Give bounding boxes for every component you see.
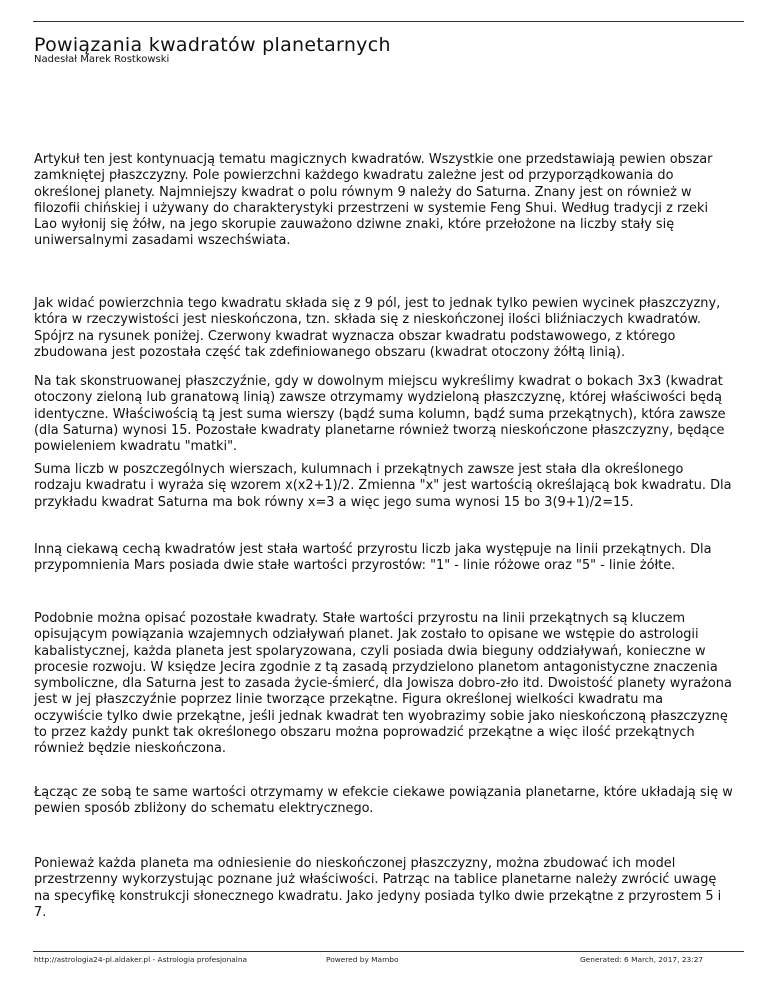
paragraph-constructed-plane: Na tak skonstruowanej płaszczyźnie, gdy w dowolnym miejscu wykreślimy kwadrat o bokach 3x3 (kwadrat otoczony zieloną lub granatową linią) zawsze otrzymamy wydzieloną płaszczyznę, której właściwości będą identyczne. Właściwością tą jest suma wierszy (bądź suma kolumn, bądź suma przekątnych), która zawsze (dla Saturna) wynosi 15. Pozostałe kwadraty planetarne również tworzą nieskończone płaszczyzny, będące powieleniem kwadratu "matki".	[34, 374, 726, 455]
paragraph-planet-relations: Podobnie można opisać pozostałe kwadraty. Stałe wartości przyrostu na linii przekątnych są kluczem opisującym powiązania wzajemnych odziaływań planet. Jak zostało to opisane we wstępie do astrologii kabalistycznej, każda planeta jest spolaryzowana, czyli posiada dwia bieguny oddziaływań, konieczne w procesie rozwoju. W księdze Jecira zgodnie z tą zasadą przydzielono planetom antagonistyczne znaczenia symboliczne, dla Saturna jest to zasada życie-śmierć, dla Jowisza dobro-zło itd. Dwoistość planety wyrażona jest w jej płaszczyźnie poprzez linie tworzące przekątne. Figura określonej wielkości kwadratu ma oczywiście tylko dwie przekątne, jeśli jednak kwadrat ten wyobrazimy sobie jako nieskończoną płaszczyznę to przez każdy punkt tak określonego obszaru można poprowadzić przekątne a więc ilość przekątnych również będzie nieskończona.	[34, 611, 732, 757]
paragraph-intro: Artykuł ten jest kontynuacją tematu magicznych kwadratów. Wszystkie one przedstawiają pewien obszar zamkniętej płaszczyzny. Pole powierzchni każdego kwadratu zależne jest od przyporządkowania do określonej planety. Najmniejszy kwadrat o polu równym 9 należy do Saturna. Znany jest on również w filozofii chińskiej i używany do charakterystyki przestrzeni w systemie Feng Shui. Według tradycji z rzeki Lao wyłonij się żółw, na jego skorupie zauważono dziwne znaki, które przełożone na liczby stały się uniwersalnymi zasadami wszechświata.	[34, 152, 713, 249]
article-title: Powiązania kwadratów planetarnych	[34, 34, 391, 56]
paragraph-diagonal-increment: Inną ciekawą cechą kwadratów jest stała wartość przyrostu liczb jaka występuje na linii przekątnych. Dla przypomnienia Mars posiada dwie stałe wartości przyrostów: "1" - linie różowe oraz "5" - linie żółte.	[34, 542, 712, 574]
paragraph-infinite-plane: Jak widać powierzchnia tego kwadratu składa się z 9 pól, jest to jednak tylko pewien wycinek płaszczyzny, która w rzeczywistości jest nieskończona, tzn. składa się z nieskończonej ilości bliźniaczych kwadratów. Spójrz na rysunek poniżej. Czerwony kwadrat wyznacza obszar kwadratu podstawowego, z którego zbudowana jest pozostała część tak zdefiniowanego obszaru (kwadrat otoczony żółtą linią).	[34, 296, 721, 360]
footer-generated-date: Generated: 6 March, 2017, 23:27	[580, 955, 704, 964]
paragraph-magic-sum: Suma liczb w poszczególnych wierszach, kulumnach i przekątnych zawsze jest stała dla określonego rodzaju kwadratu i wyraża się wzorem x(x2+1)/2. Zmienna "x" jest wartością określającą bok kwadratu. Dla przykładu kwadrat Saturna ma bok równy x=3 a więc jego suma wynosi 15 bo 3(9+1)/2=15.	[34, 462, 732, 510]
paragraph-electric-scheme: Łącząc ze sobą te same wartości otrzymamy w efekcie ciekawe powiązania planetarne, które układają się w pewien sposób zbliżony do schematu elektrycznego.	[34, 785, 733, 817]
footer-powered-by: Powered by Mambo	[326, 955, 399, 964]
footer-site-link[interactable]: http://astrologia24-pl.aldaker.pl - Astrologia profesjonalna	[34, 955, 248, 964]
paragraph-spatial-model: Ponieważ każda planeta ma odniesienie do nieskończonej płaszczyzny, można zbudować ich model przestrzenny wykorzystując poznane już właściwości. Patrząc na tablice planetarne należy zwrócić uwagę na specyfikę konstrukcji słonecznego kwadratu. Jako jedyny posiada tylko dwie przekątne z przyrostem 5 i 7.	[34, 856, 722, 920]
footer-divider	[33, 951, 744, 952]
author-line: Nadesłał Marek Rostkowski	[34, 54, 170, 65]
header-divider	[33, 21, 744, 22]
